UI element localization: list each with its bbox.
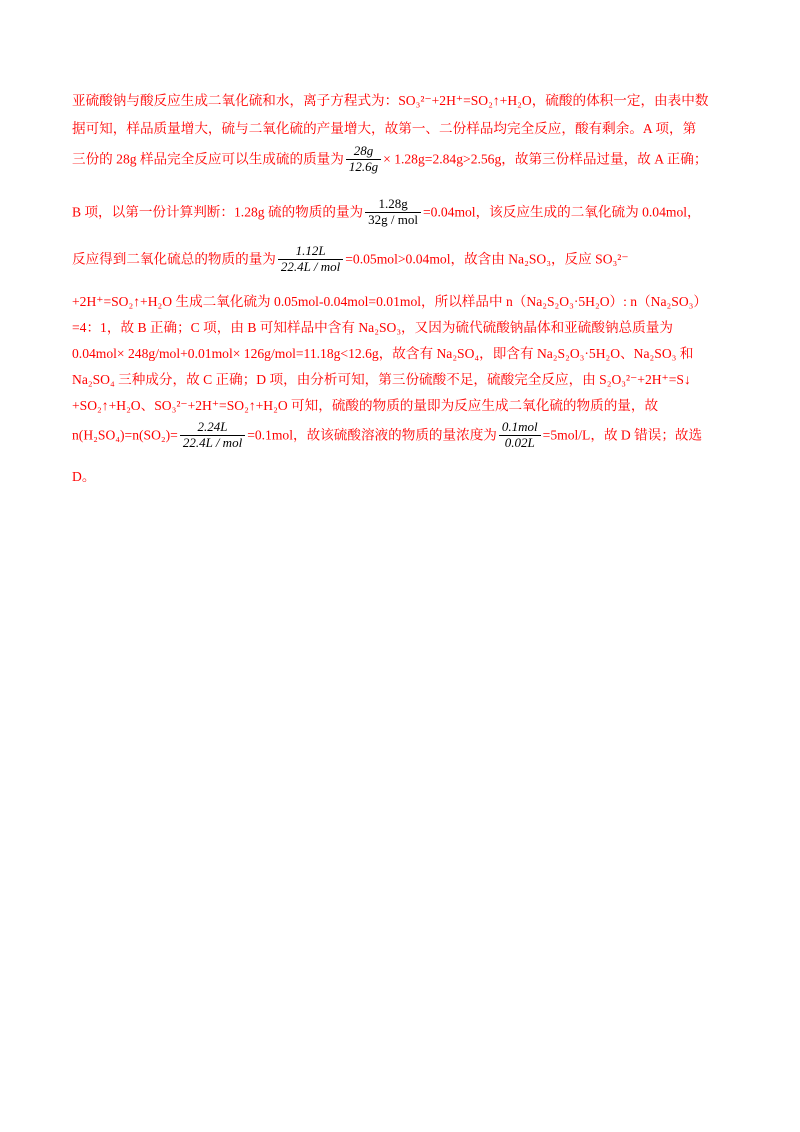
text-line-10: +SO₂↑+H₂O、SO₃²⁻+2H⁺=SO₂↑+H₂O 可知，硫酸的物质的量即为反应生成二氧化硫的物质的量，故 <box>72 398 659 413</box>
text-line-2: 据可知，样品质量增大，硫与二氧化硫的产量增大，故第一、二份样品均完全反应，酸有剩余。A 项，第 <box>72 121 697 136</box>
fraction-2.24L-over-22.4L-mol: $\frac{2.24L}{\text{22.4L / mol}}$ <box>180 420 245 451</box>
text-line-4: B 项，以第一份计算判断：1.28g 硫的物质的量为 $\frac{1.28g}{\text{32g / mol}}$ =0.04mol，该反应生成的二氧化硫为 0.04mol， <box>72 196 701 227</box>
fraction-0.1mol-over-0.02L: $\frac{\text{0.1mol}}{0.02L}$ <box>499 420 541 451</box>
text-line-8: 0.04mol× 248g/mol+0.01mol× 126g/mol=11.18g<12.6g，故含有 Na₂SO₄，即含有 Na₂S₂O₃·5H₂O、Na₂SO₃ 和 <box>72 346 694 361</box>
text-line-6: +2H⁺=SO₂↑+H₂O 生成二氧化硫为 0.05mol-0.04mol=0.01mol，所以样品中 n（Na₂S₂O₃·5H₂O）: n（Na₂SO₃） <box>72 294 707 309</box>
text-line-12: D。 <box>72 469 96 484</box>
text-line-11: n(H₂SO₄)=n(SO₂)= $\frac{2.24L}{\text{22.4L / mol}}$ =0.1mol，故该硫酸溶液的物质的量浓度为 $\frac{\text{0.1mol}}{0.02L}$ =5mol/L，故 D 错误；故选 <box>72 419 703 450</box>
fraction-1.12L-over-22.4L-mol: $\frac{1.12L}{\text{22.4L / mol}}$ <box>278 244 343 275</box>
fraction-28g-over-12.6g: $\frac{28g}{12.6g}$ <box>346 144 381 175</box>
text-line-3: 三份的 28g 样品完全反应可以生成硫的质量为 $\frac{28g}{12.6g}$ × 1.28g=2.84g>2.56g，故第三份样品过量，故 A 正确； <box>72 143 708 174</box>
text-line-5: 反应得到二氧化硫总的物质的量为 $\frac{1.12L}{\text{22.4L / mol}}$ =0.05mol>0.04mol，故含由 Na₂SO₃，反应 SO₃²⁻ <box>72 243 629 274</box>
text-line-1: 亚硫酸钠与酸反应生成二氧化硫和水，离子方程式为：SO₃²⁻+2H⁺=SO₂↑+H₂O，硫酸的体积一定，由表中数 <box>72 93 709 108</box>
fraction-1.28g-over-32g-mol: $\frac{1.28g}{\text{32g / mol}}$ <box>365 197 421 228</box>
text-line-9: Na₂SO₄ 三种成分，故 C 正确；D 项，由分析可知，第三份硫酸不足，硫酸完全反应，由 S₂O₃²⁻+2H⁺=S↓ <box>72 372 691 387</box>
text-line-7: =4：1，故 B 正确；C 项，由 B 可知样品中含有 Na₂SO₃，又因为硫代硫酸钠晶体和亚硫酸钠总质量为 <box>72 320 673 335</box>
